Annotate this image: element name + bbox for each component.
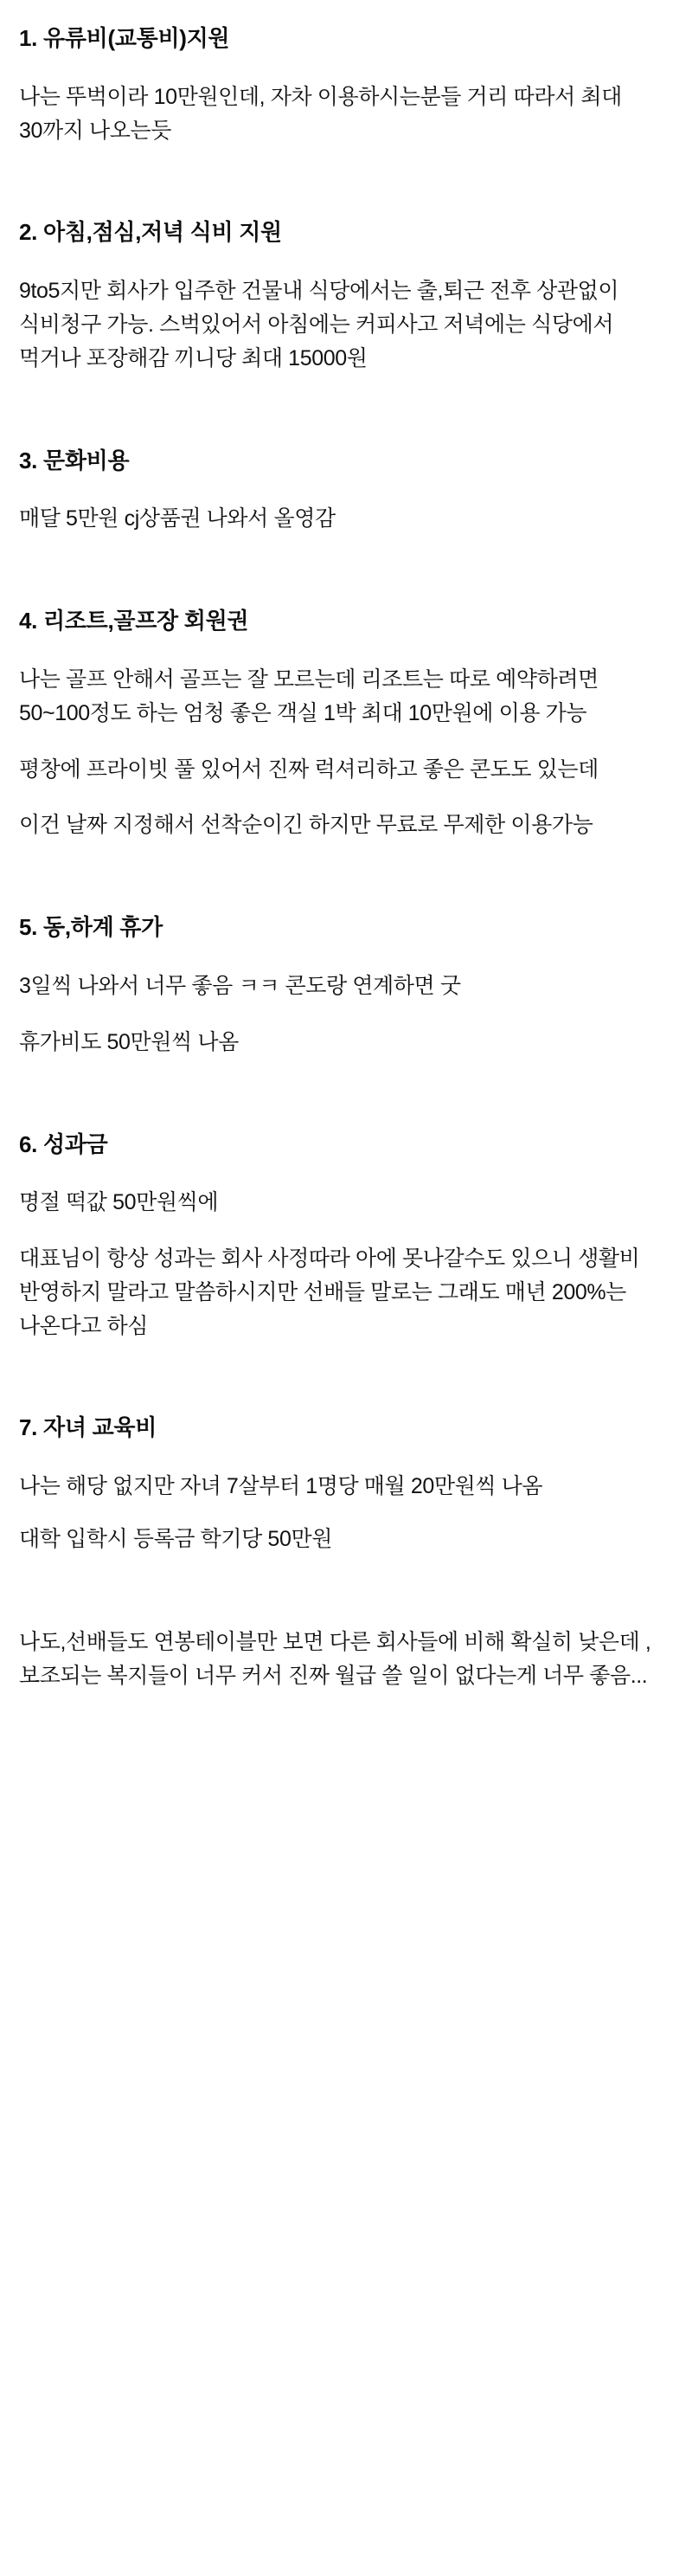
section-spacer — [19, 398, 673, 445]
section-6 — [19, 1129, 673, 1343]
section-spacer — [19, 1365, 673, 1412]
section-paragraph: 나는 해당 없지만 자녀 7살부터 1명당 매월 20만원씩 나옴 — [19, 1474, 543, 1499]
section-paragraph: 명절 떡값 50만원씩에 — [19, 1190, 219, 1215]
closing-paragraph: 나도,선배들도 연봉테이블만 보면 다른 회사들에 비해 확실히 낮은데 , 보조되는 복지들이 너무 커서 진짜 월급 쓸 일이 없다는게 너무 좋음... — [19, 1629, 651, 1688]
section-2 — [19, 216, 673, 375]
closing-spacer — [19, 1579, 673, 1626]
section-paragraph: 대학 입학시 등록금 학기당 50만원 — [19, 1527, 332, 1552]
section-paragraph: 이건 날짜 지정해서 선착순이긴 하지만 무료로 무제한 이용가능 — [19, 813, 593, 838]
section-paragraph: 휴가비도 50만원씩 나옴 — [19, 1029, 239, 1054]
section-heading: 5. 동,하계 휴가 — [19, 914, 163, 941]
section-spacer — [19, 170, 673, 216]
section-paragraph: 매달 5만원 cj상품권 나와서 올영감 — [19, 506, 336, 531]
section-7 — [19, 1412, 673, 1555]
section-paragraph: 3일씩 나와서 너무 좋음 ㅋㅋ 콘도랑 연계하면 굿 — [19, 974, 461, 999]
section-heading: 2. 아침,점심,저녁 식비 지원 — [19, 219, 282, 246]
section-spacer — [19, 865, 673, 911]
section-paragraph: 나는 뚜벅이라 10만원인데, 자차 이용하시는분들 거리 따라서 최대 30까지 나오는듯 — [19, 84, 622, 143]
section-3 — [19, 445, 673, 537]
section-heading: 7. 자녀 교육비 — [19, 1414, 157, 1441]
section-5 — [19, 911, 673, 1059]
section-spacer — [19, 1082, 673, 1129]
section-heading: 6. 성과금 — [19, 1130, 108, 1157]
section-spacer — [19, 558, 673, 605]
section-heading: 3. 문화비용 — [19, 447, 130, 473]
section-paragraph: 나는 골프 안해서 골프는 잘 모르는데 리조트는 따로 예약하려면 50~100정도 하는 엄청 좋은 객실 1박 최대 10만원에 이용 가능 — [19, 667, 599, 725]
section-1 — [19, 23, 673, 147]
section-paragraph: 대표님이 항상 성과는 회사 사정따라 아에 못나갈수도 있으니 생활비 반영하지 말라고 말씀하시지만 선배들 말로는 그래도 매년 200%는 나온다고 하심 — [19, 1246, 640, 1338]
section-paragraph: 평창에 프라이빗 풀 있어서 진짜 럭셔리하고 좋은 콘도도 있는데 — [19, 757, 599, 782]
section-paragraph: 9to5지만 회사가 입주한 건물내 식당에서는 출,퇴근 전후 상관없이 식비청구 가능. 스벅있어서 아침에는 커피사고 저녁에는 식당에서 먹거나 포장해감 끼니당 최대 15000원 — [19, 279, 619, 370]
section-heading: 1. 유류비(교통비)지원 — [19, 25, 230, 51]
section-4 — [19, 605, 673, 842]
section-heading: 4. 리조트,골프장 회원권 — [19, 608, 249, 634]
